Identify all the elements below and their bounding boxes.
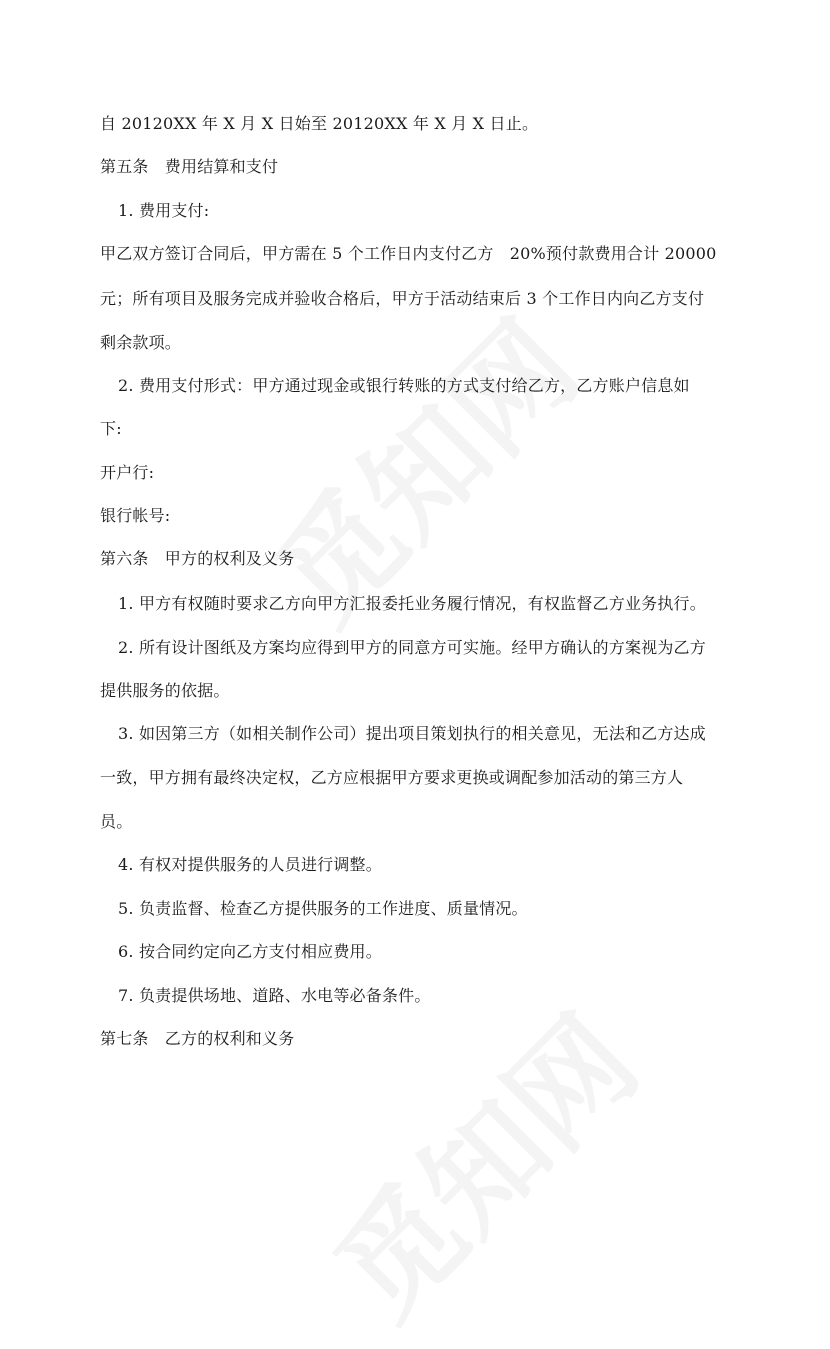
article-6-heading: 第六条 甲方的权利及义务 <box>100 549 295 568</box>
article-5-item-1: 1. 费用支付: <box>118 201 210 220</box>
effective-period-line: 自 20120XX 年 X 月 X 日始至 20120XX 年 X 月 X 日止。 <box>100 114 539 133</box>
article-5-heading: 第五条 费用结算和支付 <box>100 157 279 176</box>
bank-name-field: 开户行: <box>100 463 155 482</box>
article-6-item-3-line-1: 3. 如因第三方（如相关制作公司）提出项目策划执行的相关意见，无法和乙方达成 <box>118 724 706 743</box>
article-6-item-5: 5. 负责监督、检查乙方提供服务的工作进度、质量情况。 <box>118 899 528 918</box>
article-5-item-2-line-2: 下: <box>100 419 122 438</box>
article-6-item-4: 4. 有权对提供服务的人员进行调整。 <box>118 855 382 874</box>
bank-account-field: 银行帐号: <box>100 506 171 525</box>
article-6-item-1: 1. 甲方有权随时要求乙方向甲方汇报委托业务履行情况，有权监督乙方业务执行。 <box>118 594 706 613</box>
article-6-item-2-line-2: 提供服务的依据。 <box>100 681 230 700</box>
payment-paragraph-line-2: 元；所有项目及服务完成并验收合格后，甲方于活动结束后 3 个工作日内向乙方支付 <box>100 289 705 308</box>
watermark-lower-text <box>311 992 664 1345</box>
article-6-item-2-line-1: 2. 所有设计图纸及方案均应得到甲方的同意方可实施。经甲方确认的方案视为乙方 <box>118 638 706 657</box>
article-6-item-3-line-3: 员。 <box>100 812 133 831</box>
payment-paragraph-line-1: 甲乙双方签订合同后，甲方需在 5 个工作日内支付乙方 20%预付款费用合计 20000 <box>100 244 717 263</box>
article-6-item-7: 7. 负责提供场地、道路、水电等必备条件。 <box>118 986 431 1005</box>
article-5-item-2-line-1: 2. 费用支付形式：甲方通过现金或银行转账的方式支付给乙方，乙方账户信息如 <box>118 376 690 395</box>
payment-paragraph-line-3: 剩余款项。 <box>100 333 182 352</box>
article-6-item-3-line-2: 一致，甲方拥有最终决定权，乙方应根据甲方要求更换或调配参加活动的第三方人 <box>100 768 684 787</box>
article-7-heading: 第七条 乙方的权利和义务 <box>100 1029 295 1048</box>
article-6-item-6: 6. 按合同约定向乙方支付相应费用。 <box>118 942 382 961</box>
watermark-lower <box>292 973 668 1349</box>
